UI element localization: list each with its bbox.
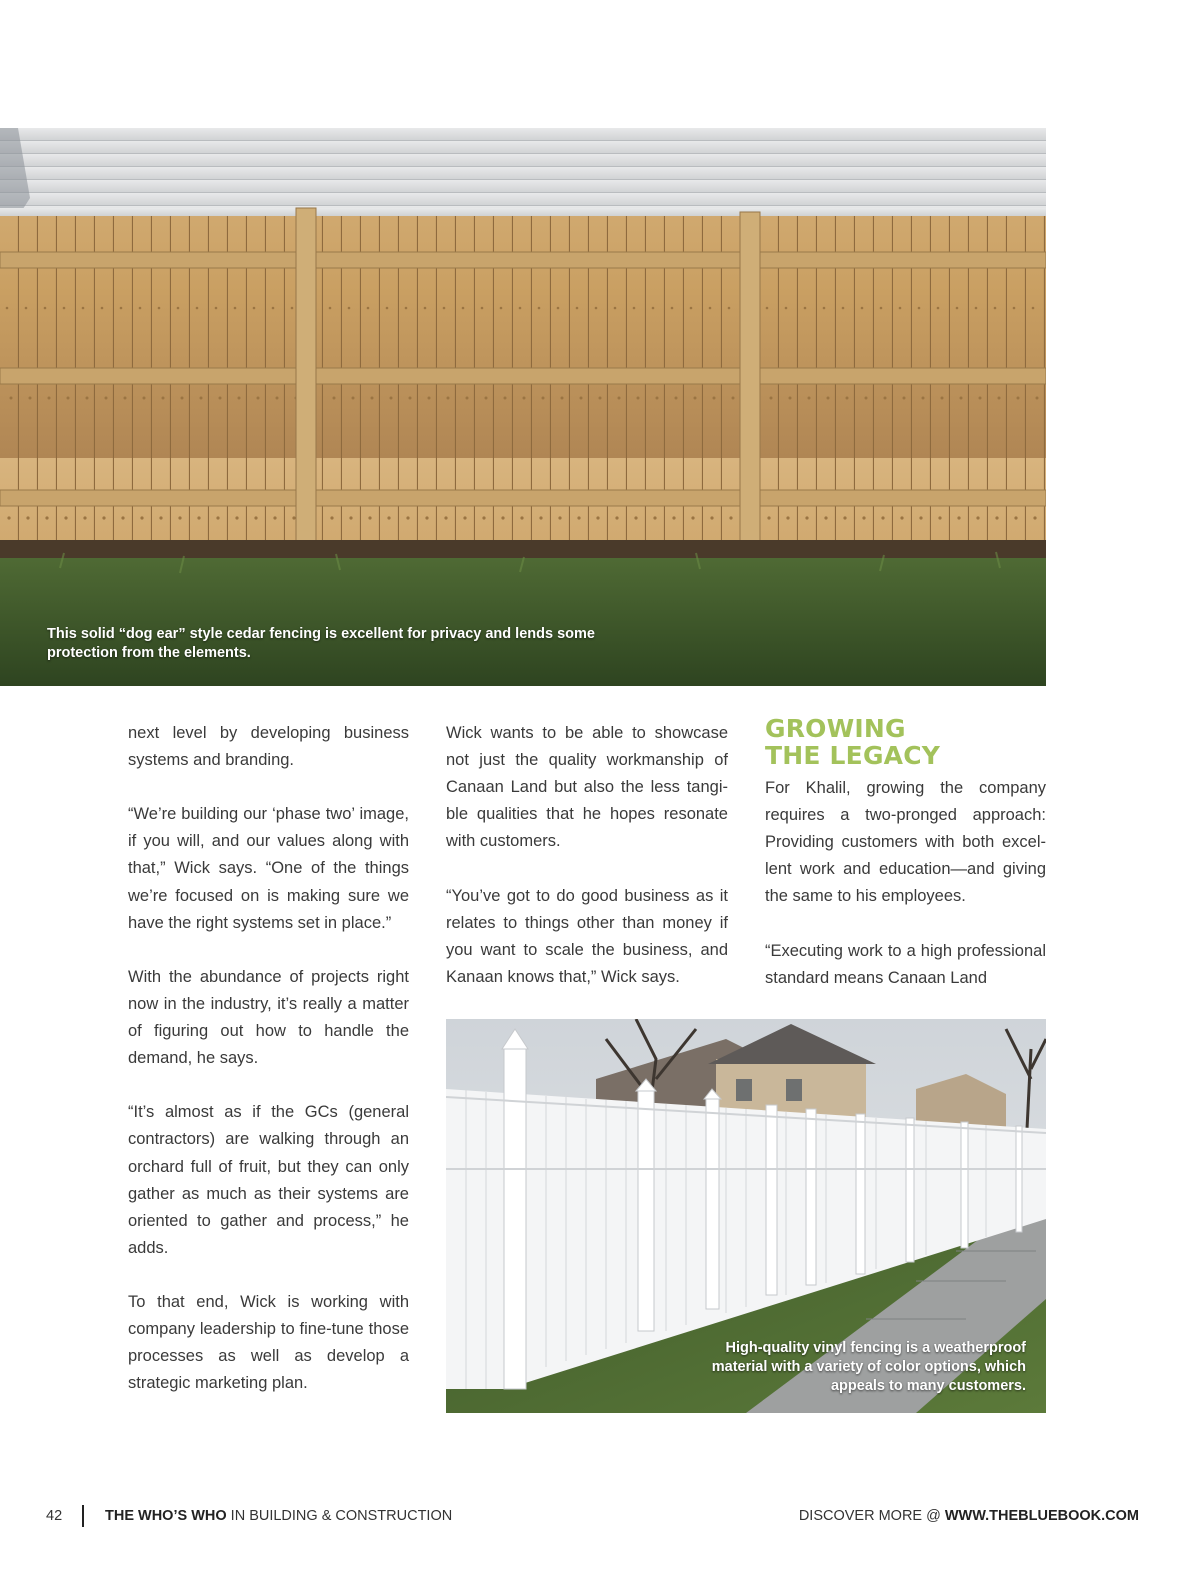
article-column-3 [765, 715, 1046, 992]
paragraph: “We’re building our ‘phase two’ image, if you will, and our values along with that,” Wick says. “One of the things we’re focused on is making sure we have the right systems set in place.” [128, 805, 409, 932]
paragraph: With the abundance of projects right now in the industry, it’s really a matter of figuring out how to handle the demand, he says. [128, 967, 409, 1068]
section-heading-line-2: THE LEGACY [765, 741, 941, 770]
discover-more-label: DISCOVER MORE @ [798, 1508, 945, 1524]
article-column-2 [446, 720, 728, 991]
paragraph: “Executing work to a high professional standard means Canaan Land [765, 941, 1046, 987]
cedar-fence-illustration [0, 128, 1046, 686]
discover-more [799, 1506, 1139, 1526]
paragraph: “You’ve got to do good business as it relates to things other than money if you want to scale the business, and Kanaan knows that,” Wick says. [446, 886, 728, 986]
cedar-fence-caption: This solid “dog ear” style cedar fencing is excellent for privacy and lends some protection from the elements. [47, 626, 595, 661]
website-link[interactable]: WWW.THEBLUEBOOK.COM [944, 1508, 1139, 1524]
page-number: 42 [46, 1508, 63, 1524]
cedar-fence-photo [0, 128, 1046, 686]
footer-divider [82, 1505, 84, 1527]
paragraph: “It’s almost as if the GCs (general contractors) are walking through an orchard full of fruit, but they can only gather as much as their systems are oriented to gather and process,” he adds. [128, 1103, 409, 1257]
publication-name [105, 1506, 452, 1526]
publication-name-bold: THE WHO’S WHO [105, 1508, 227, 1524]
section-heading-line-1: GROWING [765, 714, 906, 743]
paragraph: Wick wants to be able to showcase not just the quality workmanship of Canaan Land but also the less tangible qualities that he hopes resonate with customers. [446, 724, 728, 851]
vinyl-fence-caption: High-quality vinyl fencing is a weatherproof material with a variety of color options, which appeals to many customers. [711, 1340, 1026, 1394]
publication-name-rest: IN BUILDING & CONSTRUCTION [226, 1508, 453, 1524]
paragraph: To that end, Wick is working with company leadership to fine-tune those processes as well as develop a strategic marketing plan. [128, 1292, 409, 1393]
paragraph: For Khalil, growing the company requires a two-pronged approach: Providing customers with both excellent work and education—and giving the same to his employees. [765, 779, 1046, 906]
paragraph: next level by developing business systems and branding. [128, 724, 409, 770]
section-heading [765, 715, 1046, 769]
article-column-1 [128, 720, 409, 1397]
